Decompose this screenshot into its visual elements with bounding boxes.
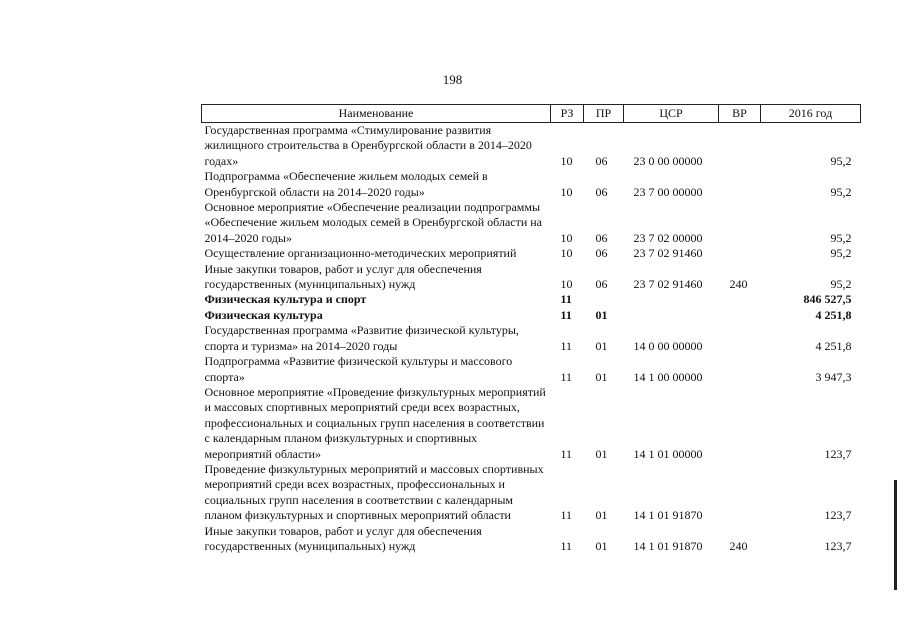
table-body xyxy=(202,123,861,555)
cell-name: Физическая культура и спорт xyxy=(204,292,367,307)
cell-amount: 95,2 xyxy=(830,277,852,292)
cell-csr: 14 1 00 00000 xyxy=(633,369,703,384)
cell-pr: 01 xyxy=(595,338,608,353)
header-rz: РЗ xyxy=(551,105,584,123)
cell-amount: 95,2 xyxy=(830,230,852,245)
header-csr: ЦСР xyxy=(624,105,719,123)
table-row xyxy=(202,462,861,524)
cell-rz: 10 xyxy=(560,153,573,168)
cell-csr: 23 0 00 00000 xyxy=(633,153,703,168)
cell-csr: 23 7 02 00000 xyxy=(633,230,703,245)
cell-vr xyxy=(719,323,761,354)
cell-rz: 11 xyxy=(560,292,572,307)
cell-amount: 95,2 xyxy=(830,246,852,261)
cell-csr: 14 0 00 00000 xyxy=(633,338,703,353)
cell-csr: 23 7 02 91460 xyxy=(633,246,703,261)
cell-csr: 23 7 02 91460 xyxy=(633,277,703,292)
cell-vr xyxy=(719,308,761,323)
cell-pr: 06 xyxy=(595,153,608,168)
cell-pr: 06 xyxy=(595,277,608,292)
table-row xyxy=(202,262,861,293)
header-name: Наименование xyxy=(202,105,551,123)
cell-vr xyxy=(719,462,761,524)
cell-name: Осуществление организационно-методических мероприятий xyxy=(204,246,517,261)
table-row xyxy=(202,169,861,200)
table-row xyxy=(202,308,861,323)
cell-rz: 11 xyxy=(560,369,573,384)
cell-name: Государственная программа «Развитие физической культуры, спорта и туризма» на 2014–2020 годы xyxy=(204,323,519,353)
page-number: 198 xyxy=(442,72,463,87)
cell-vr: 240 xyxy=(729,277,748,292)
cell-vr xyxy=(719,123,761,170)
cell-vr xyxy=(719,292,761,307)
cell-csr: 14 1 01 91870 xyxy=(633,538,703,553)
header-vr: ВР xyxy=(719,105,761,123)
cell-pr xyxy=(584,292,624,307)
header-row xyxy=(202,105,861,123)
cell-amount: 95,2 xyxy=(830,184,852,199)
cell-name: Подпрограмма «Развитие физической культуры и массового спорта» xyxy=(204,354,513,384)
cell-amount: 4 251,8 xyxy=(815,307,852,322)
cell-pr: 01 xyxy=(595,369,608,384)
cell-csr xyxy=(624,308,719,323)
cell-amount: 123,7 xyxy=(824,446,852,461)
table-row xyxy=(202,323,861,354)
table-row xyxy=(202,385,861,462)
cell-amount: 846 527,5 xyxy=(803,292,852,307)
cell-vr xyxy=(719,169,761,200)
cell-name: Иные закупки товаров, работ и услуг для обеспечения государственных (муниципальных) нужд xyxy=(204,261,482,292)
cell-csr: 23 7 00 00000 xyxy=(633,184,703,199)
budget-table xyxy=(201,104,861,554)
cell-rz: 10 xyxy=(560,184,573,199)
cell-amount: 4 251,8 xyxy=(815,338,852,353)
header-pr: ПР xyxy=(584,105,624,123)
cell-rz: 11 xyxy=(560,446,573,461)
table-row xyxy=(202,524,861,555)
cell-csr: 14 1 01 91870 xyxy=(633,508,703,523)
cell-pr: 01 xyxy=(595,508,608,523)
cell-vr: 240 xyxy=(729,538,748,553)
cell-rz: 10 xyxy=(560,246,573,261)
cell-name: Иные закупки товаров, работ и услуг для обеспечения государственных (муниципальных) нужд xyxy=(204,523,482,553)
cell-name: Государственная программа «Стимулирование развития жилищного строительства в Оренбургской области в 2014–2020 годах» xyxy=(204,123,532,168)
cell-rz: 10 xyxy=(560,230,573,245)
cell-pr: 06 xyxy=(595,230,608,245)
cell-vr xyxy=(719,385,761,462)
cell-rz: 10 xyxy=(560,277,573,292)
cell-rz: 11 xyxy=(560,338,573,353)
cell-pr: 01 xyxy=(595,307,608,322)
cell-vr xyxy=(719,354,761,385)
cell-amount: 123,7 xyxy=(824,538,852,553)
table-row xyxy=(202,246,861,261)
table-row xyxy=(202,354,861,385)
table-row xyxy=(202,200,861,246)
header-year: 2016 год xyxy=(761,105,861,123)
cell-pr: 06 xyxy=(595,246,608,261)
cell-name: Проведение физкультурных мероприятий и массовых спортивных мероприятий среди всех возрастных, профессиональных и социальных групп населения в соответствии с календарным планом физкультурных и спортивных мероприятий области xyxy=(204,461,544,523)
cell-pr: 01 xyxy=(595,538,608,553)
cell-rz: 11 xyxy=(560,307,572,322)
cell-name: Физическая культура xyxy=(204,307,323,322)
cell-amount: 95,2 xyxy=(830,153,852,168)
cell-rz: 11 xyxy=(560,538,573,553)
cell-rz: 11 xyxy=(560,508,573,523)
cell-pr: 01 xyxy=(595,446,608,461)
cell-csr xyxy=(624,292,719,307)
cell-amount: 123,7 xyxy=(824,508,852,523)
table-row xyxy=(202,123,861,170)
scan-edge-mark xyxy=(894,480,897,590)
cell-name: Подпрограмма «Обеспечение жильем молодых семей в Оренбургской области на 2014–2020 годы» xyxy=(204,169,488,199)
cell-vr xyxy=(719,200,761,246)
cell-csr: 14 1 01 00000 xyxy=(633,446,703,461)
table-row xyxy=(202,292,861,307)
cell-name: Основное мероприятие «Обеспечение реализации подпрограммы «Обеспечение жильем молодых семей в Оренбургской области на 2014–2020 годы» xyxy=(204,200,543,245)
table-header xyxy=(202,105,861,123)
cell-vr xyxy=(719,246,761,261)
cell-pr: 06 xyxy=(595,184,608,199)
cell-amount: 3 947,3 xyxy=(815,369,852,384)
cell-name: Основное мероприятие «Проведение физкультурных мероприятий и массовых спортивных мероприятий среди всех возрастных, профессиональных и социальных групп населения в соответствии с календарным планом физкультурных и спортивных мероприятий области» xyxy=(204,384,546,461)
